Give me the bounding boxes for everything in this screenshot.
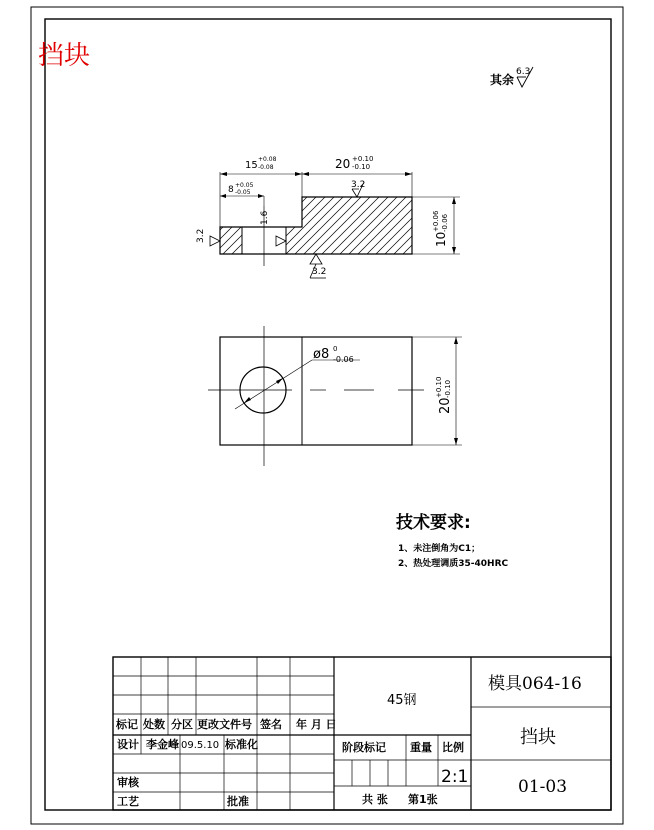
tb-number: 01-03: [518, 777, 568, 797]
red-part-name: 挡块: [38, 41, 91, 71]
tb-review: 审核: [117, 776, 139, 789]
tb-weight: 重量: [410, 741, 432, 754]
dim-20-side-base: 20: [438, 397, 453, 414]
tb-sign: 签名: [260, 718, 282, 731]
dim-15-base: 15: [245, 160, 258, 171]
dim-8-dn: -0.05: [235, 189, 251, 196]
rough-left: 3.2: [196, 228, 206, 243]
dim-20-side-dn: -0.10: [444, 379, 452, 398]
tb-count: 处数: [143, 718, 165, 731]
tb-mark: 标记: [116, 718, 138, 731]
tb-design-date: 09.5.10: [181, 740, 220, 751]
dia-dn: -0.06: [333, 355, 354, 364]
rough-mid: 1.6: [260, 210, 270, 225]
other-surface-value: 6.3: [516, 67, 531, 77]
dim-10-dn: -0.06: [441, 213, 449, 232]
dim-15-dn: -0.08: [258, 164, 274, 171]
dim-10-up: +0.06: [432, 210, 440, 232]
tb-zone: 分区: [171, 718, 193, 731]
section-view: [196, 155, 460, 278]
tb-sheet: 第1张: [408, 793, 438, 806]
tb-code: 模具064-16: [488, 674, 582, 694]
tb-designer: 李金峰: [146, 738, 179, 751]
tb-scale-label: 比例: [442, 741, 464, 754]
dim-20-top-base: 20: [335, 157, 351, 171]
tb-date: 年 月 日: [296, 718, 337, 731]
notes-title: 技术要求:: [396, 513, 471, 533]
dim-20-side-up: +0.10: [435, 376, 443, 398]
dim-20-top-up: +0.10: [352, 155, 374, 163]
dia-base: ø8: [313, 347, 330, 362]
tb-standard: 标准化: [225, 738, 258, 751]
dim-15-up: +0.08: [258, 156, 277, 163]
note-2: 2、热处理调质35-40HRC: [398, 559, 509, 569]
dim-20-top-dn: -0.10: [352, 163, 371, 171]
tb-process: 工艺: [117, 795, 139, 808]
dim-10-base: 10: [434, 231, 448, 247]
tb-total: 共 张: [362, 793, 388, 806]
tb-doc: 更改文件号: [197, 718, 252, 731]
front-view: [208, 326, 462, 466]
outer-border: [31, 7, 623, 824]
rough-bottom: 3.2: [312, 267, 327, 277]
tb-part-name: 挡块: [520, 727, 556, 748]
dia-up: 0: [333, 345, 338, 353]
dim-8-up: +0.05: [235, 182, 254, 189]
tb-approve: 批准: [227, 795, 249, 808]
other-surface-text: 其余: [490, 73, 515, 87]
rough-top: 3.2: [351, 180, 366, 190]
note-1: 1、未注倒角为C1；: [398, 544, 481, 554]
tb-material: 45钢: [387, 693, 417, 708]
dim-8-base: 8: [228, 185, 234, 195]
tb-design: 设计: [117, 738, 139, 751]
tb-scale: 2:1: [441, 767, 469, 787]
tb-stage: 阶段标记: [342, 741, 386, 754]
